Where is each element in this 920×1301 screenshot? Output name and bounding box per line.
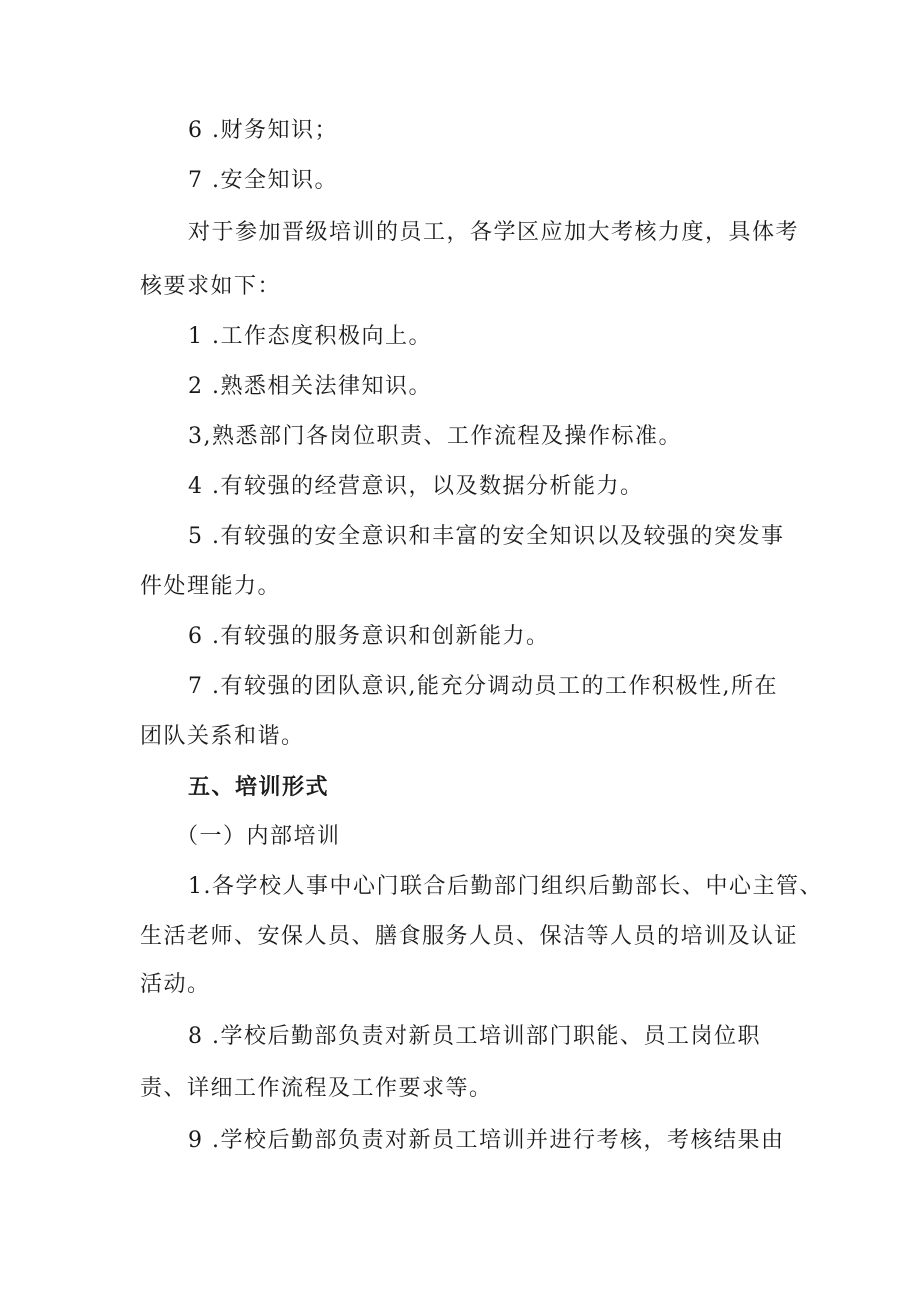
section-heading-training-format: 五、培训形式	[188, 774, 330, 800]
training-item-1-line1: 1.各学校人事中心门联合后勤部门组织后勤部长、中心主管、	[188, 874, 823, 899]
list-item-safety-knowledge: 7 .安全知识。	[188, 168, 338, 193]
paragraph-assessment-intro-line1: 对于参加晋级培训的员工，各学区应加大考核力度，具体考	[188, 220, 800, 245]
training-item-1-line3: 活动。	[140, 972, 211, 997]
requirement-item-5-line1: 5 .有较强的安全意识和丰富的安全知识以及较强的突发事	[188, 524, 785, 549]
requirement-item-5-line2: 件处理能力。	[140, 574, 282, 599]
training-item-8-line2: 责、详细工作流程及工作要求等。	[140, 1076, 493, 1101]
requirement-item-4: 4 .有较强的经营意识，以及数据分析能力。	[188, 474, 644, 499]
training-item-9-line1: 9 .学校后勤部负责对新员工培训并进行考核，考核结果由	[188, 1128, 785, 1153]
requirement-item-6: 6 .有较强的服务意识和创新能力。	[188, 624, 550, 649]
paragraph-assessment-intro-line2: 核要求如下：	[140, 274, 282, 299]
requirement-item-1: 1 .工作态度积极向上。	[188, 324, 432, 349]
requirement-item-2: 2 .熟悉相关法律知识。	[188, 374, 432, 399]
subsection-heading-internal-training: （一）内部培训	[176, 824, 341, 849]
list-item-finance-knowledge: 6 .财务知识；	[188, 118, 338, 143]
requirement-item-7-line1: 7 .有较强的团队意识,能充分调动员工的工作积极性,所在	[188, 674, 778, 699]
requirement-item-7-line2: 团队关系和谐。	[140, 724, 305, 749]
requirement-item-3: 3,熟悉部门各岗位职责、工作流程及操作标准。	[188, 424, 682, 449]
training-item-1-line2: 生活老师、安保人员、膳食服务人员、保洁等人员的培训及认证	[140, 924, 799, 949]
training-item-8-line1: 8 .学校后勤部负责对新员工培训部门职能、员工岗位职	[188, 1024, 761, 1049]
